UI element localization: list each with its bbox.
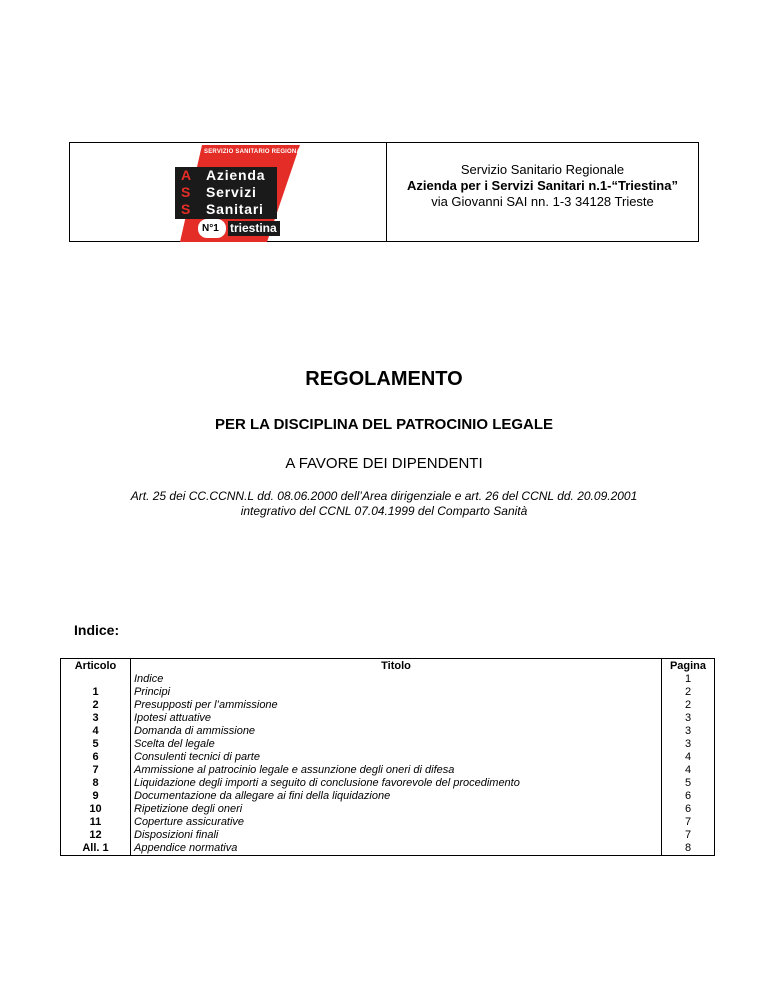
row-page: 4 bbox=[662, 751, 715, 764]
article-reference bbox=[40, 489, 728, 519]
row-page: 2 bbox=[662, 686, 715, 699]
document-subtitle-2: A FAVORE DEI DIPENDENTI bbox=[285, 455, 483, 472]
row-title: Disposizioni finali bbox=[131, 829, 662, 842]
document-title: REGOLAMENTO bbox=[305, 368, 463, 390]
row-title: Principi bbox=[131, 686, 662, 699]
row-title: Ripetizione degli oneri bbox=[131, 803, 662, 816]
info-line-1: Servizio Sanitario Regionale bbox=[460, 162, 625, 177]
row-title: Ipotesi attuative bbox=[131, 712, 662, 725]
table-row bbox=[61, 686, 715, 699]
table-row bbox=[61, 777, 715, 790]
row-article: 8 bbox=[61, 777, 131, 790]
logo-cell bbox=[70, 143, 387, 241]
column-header-article: Articolo bbox=[61, 659, 131, 674]
table-row bbox=[61, 829, 715, 842]
row-title: Scelta del legale bbox=[131, 738, 662, 751]
row-page: 3 bbox=[662, 725, 715, 738]
logo-city: triestina bbox=[230, 221, 277, 235]
table-row bbox=[61, 816, 715, 829]
row-title: Indice bbox=[131, 673, 662, 686]
row-article: 1 bbox=[61, 686, 131, 699]
ass-logo bbox=[172, 145, 372, 242]
header-box bbox=[69, 142, 699, 242]
info-cell bbox=[387, 143, 698, 241]
row-page: 5 bbox=[662, 777, 715, 790]
row-title: Ammissione al patrocinio legale e assunzione degli oneri di difesa bbox=[131, 764, 662, 777]
row-page: 3 bbox=[662, 738, 715, 751]
row-page: 7 bbox=[662, 816, 715, 829]
logo-badge: N°1 bbox=[202, 223, 219, 234]
logo-letter-s1: S bbox=[181, 184, 191, 200]
row-page: 4 bbox=[662, 764, 715, 777]
row-title: Documentazione da allegare ai fini della liquidazione bbox=[131, 790, 662, 803]
index-table bbox=[60, 658, 715, 856]
row-article: All. 1 bbox=[61, 842, 131, 856]
table-row bbox=[61, 738, 715, 751]
row-title: Consulenti tecnici di parte bbox=[131, 751, 662, 764]
table-row bbox=[61, 699, 715, 712]
row-article: 10 bbox=[61, 803, 131, 816]
row-title: Presupposti per l’ammissione bbox=[131, 699, 662, 712]
row-title: Liquidazione degli importi a seguito di conclusione favorevole del procedimento bbox=[131, 777, 662, 790]
table-row bbox=[61, 803, 715, 816]
table-row bbox=[61, 712, 715, 725]
info-line-3: via Giovanni SAI nn. 1-3 34128 Trieste bbox=[431, 194, 654, 209]
row-page: 8 bbox=[662, 842, 715, 856]
table-row bbox=[61, 725, 715, 738]
document-subtitle: PER LA DISCIPLINA DEL PATROCINIO LEGALE bbox=[214, 416, 554, 433]
logo-word-azienda: Azienda bbox=[206, 167, 266, 183]
row-page: 6 bbox=[662, 803, 715, 816]
row-article: 3 bbox=[61, 712, 131, 725]
table-row bbox=[61, 673, 715, 686]
row-title: Appendice normativa bbox=[131, 842, 662, 856]
table-row bbox=[61, 751, 715, 764]
row-title: Domanda di ammissione bbox=[131, 725, 662, 738]
row-article: 11 bbox=[61, 816, 131, 829]
info-line-2: Azienda per i Servizi Sanitari n.1-“Triestina” bbox=[407, 178, 678, 193]
row-article: 12 bbox=[61, 829, 131, 842]
row-page: 7 bbox=[662, 829, 715, 842]
logo-letter-a: A bbox=[181, 167, 192, 183]
index-table-header bbox=[61, 659, 715, 674]
logo-word-sanitari: Sanitari bbox=[206, 201, 264, 217]
row-article: 4 bbox=[61, 725, 131, 738]
logo-top-text: SERVIZIO SANITARIO REGIONALE bbox=[204, 149, 310, 155]
row-article: 9 bbox=[61, 790, 131, 803]
index-table-body bbox=[61, 673, 715, 856]
index-heading: Indice: bbox=[74, 622, 120, 638]
row-page: 1 bbox=[662, 673, 715, 686]
article-reference-line-1: Art. 25 dei CC.CCNN.L dd. 08.06.2000 dell’Area dirigenziale e art. 26 del CCNL dd. 20.09.2001 bbox=[130, 489, 638, 503]
column-header-page: Pagina bbox=[662, 659, 715, 674]
logo-letter-s2: S bbox=[181, 201, 191, 217]
column-header-title: Titolo bbox=[131, 659, 662, 674]
row-page: 6 bbox=[662, 790, 715, 803]
row-page: 2 bbox=[662, 699, 715, 712]
table-row bbox=[61, 790, 715, 803]
row-article: 7 bbox=[61, 764, 131, 777]
article-reference-line-2: integrativo del CCNL 07.04.1999 del Comparto Sanità bbox=[240, 504, 528, 518]
row-article: 6 bbox=[61, 751, 131, 764]
table-row bbox=[61, 842, 715, 856]
table-row bbox=[61, 764, 715, 777]
logo-word-servizi: Servizi bbox=[206, 184, 257, 200]
row-article: 2 bbox=[61, 699, 131, 712]
row-title: Coperture assicurative bbox=[131, 816, 662, 829]
row-article bbox=[61, 673, 131, 686]
row-page: 3 bbox=[662, 712, 715, 725]
row-article: 5 bbox=[61, 738, 131, 751]
